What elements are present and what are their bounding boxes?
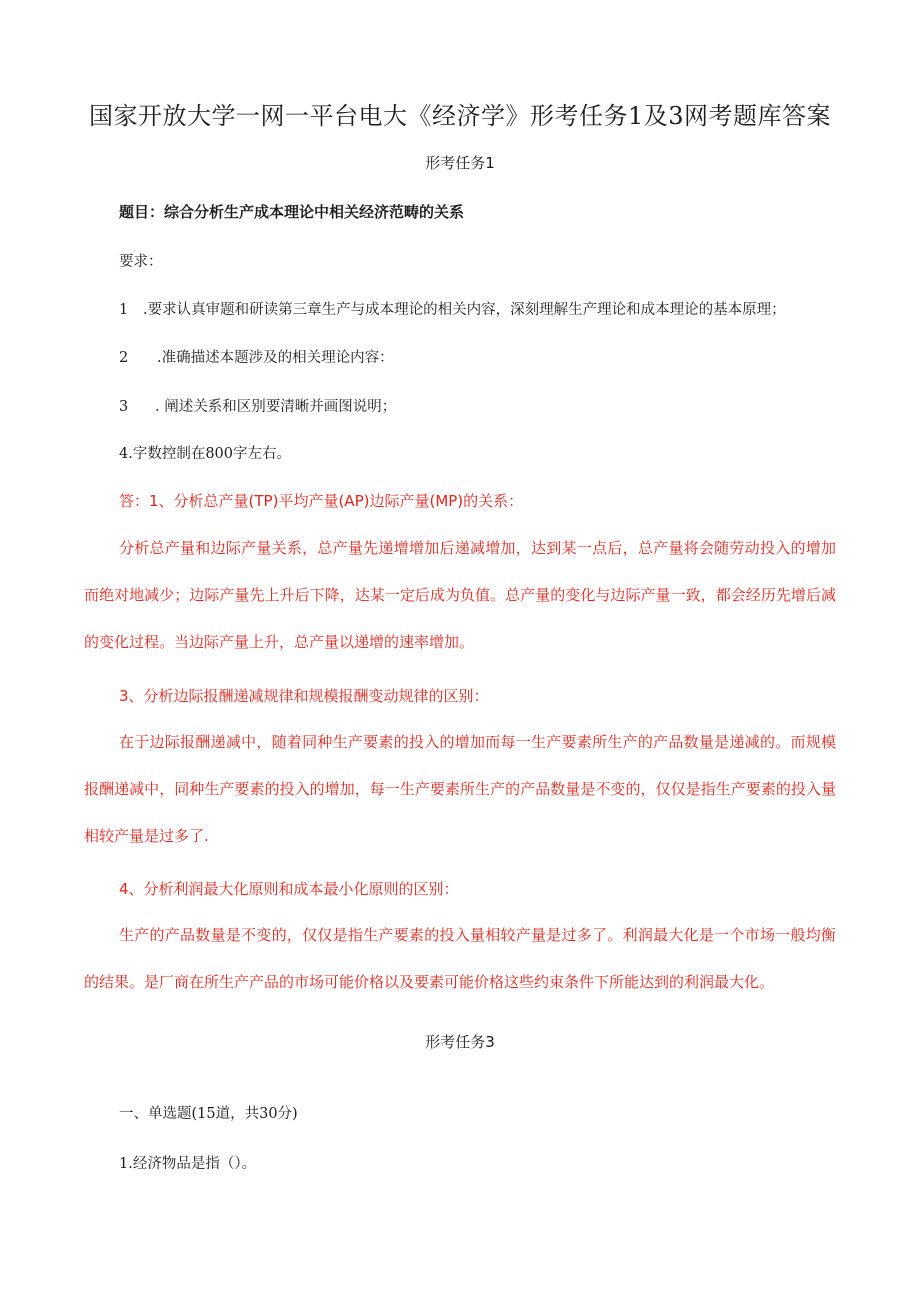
answer-paragraph-1: 分析总产量和边际产量关系，总产量先递增增加后递减增加，达到某一点后，总产量将会随劳动投入的增加而绝对地减少；边际产量先上升后下降，达某一定后成为负值。总产量的变化与边际产量一致，都会经历先增后减的变化过程。当边际产量上升，总产量以递增的速率增加。	[84, 539, 836, 651]
task3-heading: 形考任务3	[425, 1033, 495, 1051]
task1-heading: 形考任务1	[425, 154, 495, 172]
requirement-number: 2	[119, 350, 129, 366]
requirement-item-2	[119, 346, 394, 367]
requirement-text: . 阐述关系和区别要清晰并画图说明；	[155, 399, 397, 415]
requirement-number: 3	[119, 399, 129, 415]
answer-heading-4: 4、分析利润最大化原则和成本最小化原则的区别：	[119, 880, 459, 898]
answer-paragraph-3: 在于边际报酬递减中，随着同种生产要素的投入的增加而每一生产要素所生产的产品数量是递减的。而规模报酬递减中，同种生产要素的投入的增加，每一生产要素所生产的产品数量是不变的，仅仅是指生产要素的投入量相较产量是过多了.	[84, 733, 836, 845]
single-choice-section: 一、单选题(15道，共30分)	[119, 1106, 298, 1122]
document-title: 国家开放大学一网一平台电大《经济学》形考任务1及3网考题库答案	[88, 102, 832, 130]
requirement-item-3	[119, 395, 396, 416]
question-1: 1.经济物品是指（）。	[119, 1156, 257, 1172]
answer-paragraph-4: 生产的产品数量是不变的，仅仅是指生产要素的投入量相较产量是过多了。利润最大化是一个市场一般均衡的结果。是厂商在所生产产品的市场可能价格以及要素可能价格这些约束条件下所能达到的利润最大化。	[84, 926, 836, 991]
requirement-number: 1	[119, 302, 129, 318]
requirement-text: 4.字数控制在800字左右。	[119, 446, 292, 462]
answer-heading-1: 答：1、分析总产量(TP)平均产量(AP)边际产量(MP)的关系：	[119, 492, 524, 510]
answer-heading-3: 3、分析边际报酬递减规律和规模报酬变动规律的区别：	[119, 687, 489, 705]
requirement-text: .准确描述本题涉及的相关理论内容：	[157, 350, 394, 366]
requirements-label: 要求：	[119, 254, 163, 270]
requirement-item-1	[119, 298, 786, 319]
topic-line: 题目：综合分析生产成本理论中相关经济范畴的关系	[119, 203, 465, 221]
requirement-text: .要求认真审题和研读第三章生产与成本理论的相关内容，深刻理解生产理论和成本理论的基本原理；	[143, 302, 786, 318]
requirement-item-4	[119, 442, 291, 463]
